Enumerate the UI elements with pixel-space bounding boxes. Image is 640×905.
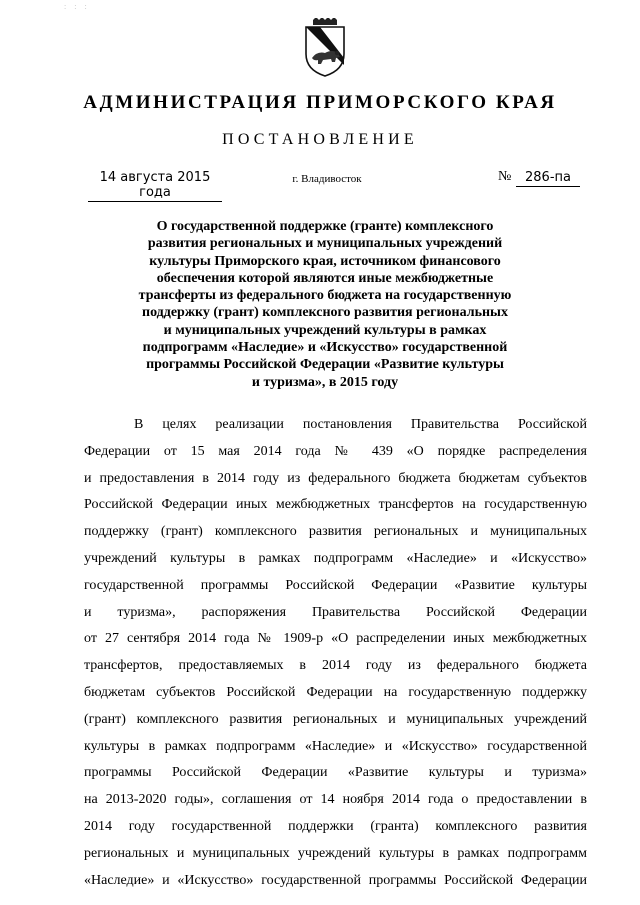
title-line: программы Российской Федерации «Развитие культуры xyxy=(146,357,504,373)
scan-marks: : : : xyxy=(64,2,90,11)
number-label: № xyxy=(498,169,512,184)
body-line: поддержку (грант) комплексного развития региональных и муниципальных xyxy=(84,524,587,540)
body-paragraph xyxy=(84,412,587,894)
document-title xyxy=(120,218,530,391)
title-line: поддержку (грант) комплексного развития региональных xyxy=(142,305,508,321)
title-line: и муниципальных учреждений культуры в рамках xyxy=(163,322,487,338)
document-date: 14 августа 2015 года xyxy=(88,170,222,202)
document-city: г. Владивосток xyxy=(292,173,362,185)
document-number: 286-па xyxy=(516,170,580,187)
body-line: трансфертов, предоставляемых в 2014 году из федерального бюджета xyxy=(84,658,587,674)
title-line: О государственной поддержке (гранте) комплексного xyxy=(156,219,494,234)
document-type: ПОСТАНОВЛЕНИЕ xyxy=(222,131,418,148)
title-line: и туризма», в 2015 году xyxy=(251,374,399,390)
body-line: программы Российской Федерации «Развитие культуры и туризма» xyxy=(84,765,587,781)
body-line: и туризма», распоряжения Правительства Российской Федерации xyxy=(84,604,587,620)
title-line: культуры Приморского края, источником финансового xyxy=(149,253,501,269)
body-line: региональных и муниципальных учреждений культуры в рамках подпрограмм xyxy=(84,845,587,861)
body-line: В целях реализации постановления Правительства Российской xyxy=(134,417,587,432)
body-line: культуры в рамках подпрограмм «Наследие» и «Искусство» государственной xyxy=(84,738,587,754)
body-line: 2014 году государственной поддержки (гранта) комплексного развития xyxy=(84,818,587,834)
body-line: «Наследие» и «Искусство» государственной программы Российской Федерации xyxy=(84,872,587,888)
title-line: трансферты из федерального бюджета на государственную xyxy=(138,288,512,304)
body-line: государственной программы Российской Федерации «Развитие культуры xyxy=(84,577,587,593)
body-line: бюджетам субъектов Российской Федерации на государственную поддержку xyxy=(84,684,587,700)
body-line: от 27 сентября 2014 года № 1909-р «О распределении иных межбюджетных xyxy=(84,631,587,647)
organization-title: АДМИНИСТРАЦИЯ ПРИМОРСКОГО КРАЯ xyxy=(83,92,557,113)
body-line: и предоставления в 2014 году из федерального бюджета бюджетам субъектов xyxy=(84,470,587,486)
body-line: на 2013-2020 годы», соглашения от 14 ноября 2014 года о предоставлении в xyxy=(84,792,587,808)
coat-of-arms-icon xyxy=(303,18,347,78)
body-line: Российской Федерации иных межбюджетных трансфертов на государственную xyxy=(84,497,587,513)
title-line: обеспечения которой являются иные межбюджетные xyxy=(156,270,494,286)
title-line: развития региональных и муниципальных учреждений xyxy=(147,236,503,252)
title-line: подпрограмм «Наследие» и «Искусство» государственной xyxy=(142,340,508,356)
body-line: учреждений культуры в рамках подпрограмм «Наследие» и «Искусство» xyxy=(84,550,587,566)
body-line: (грант) комплексного развития региональных и муниципальных учреждений xyxy=(84,711,587,727)
body-line: Федерации от 15 мая 2014 года № 439 «О порядке распределения xyxy=(84,443,587,459)
